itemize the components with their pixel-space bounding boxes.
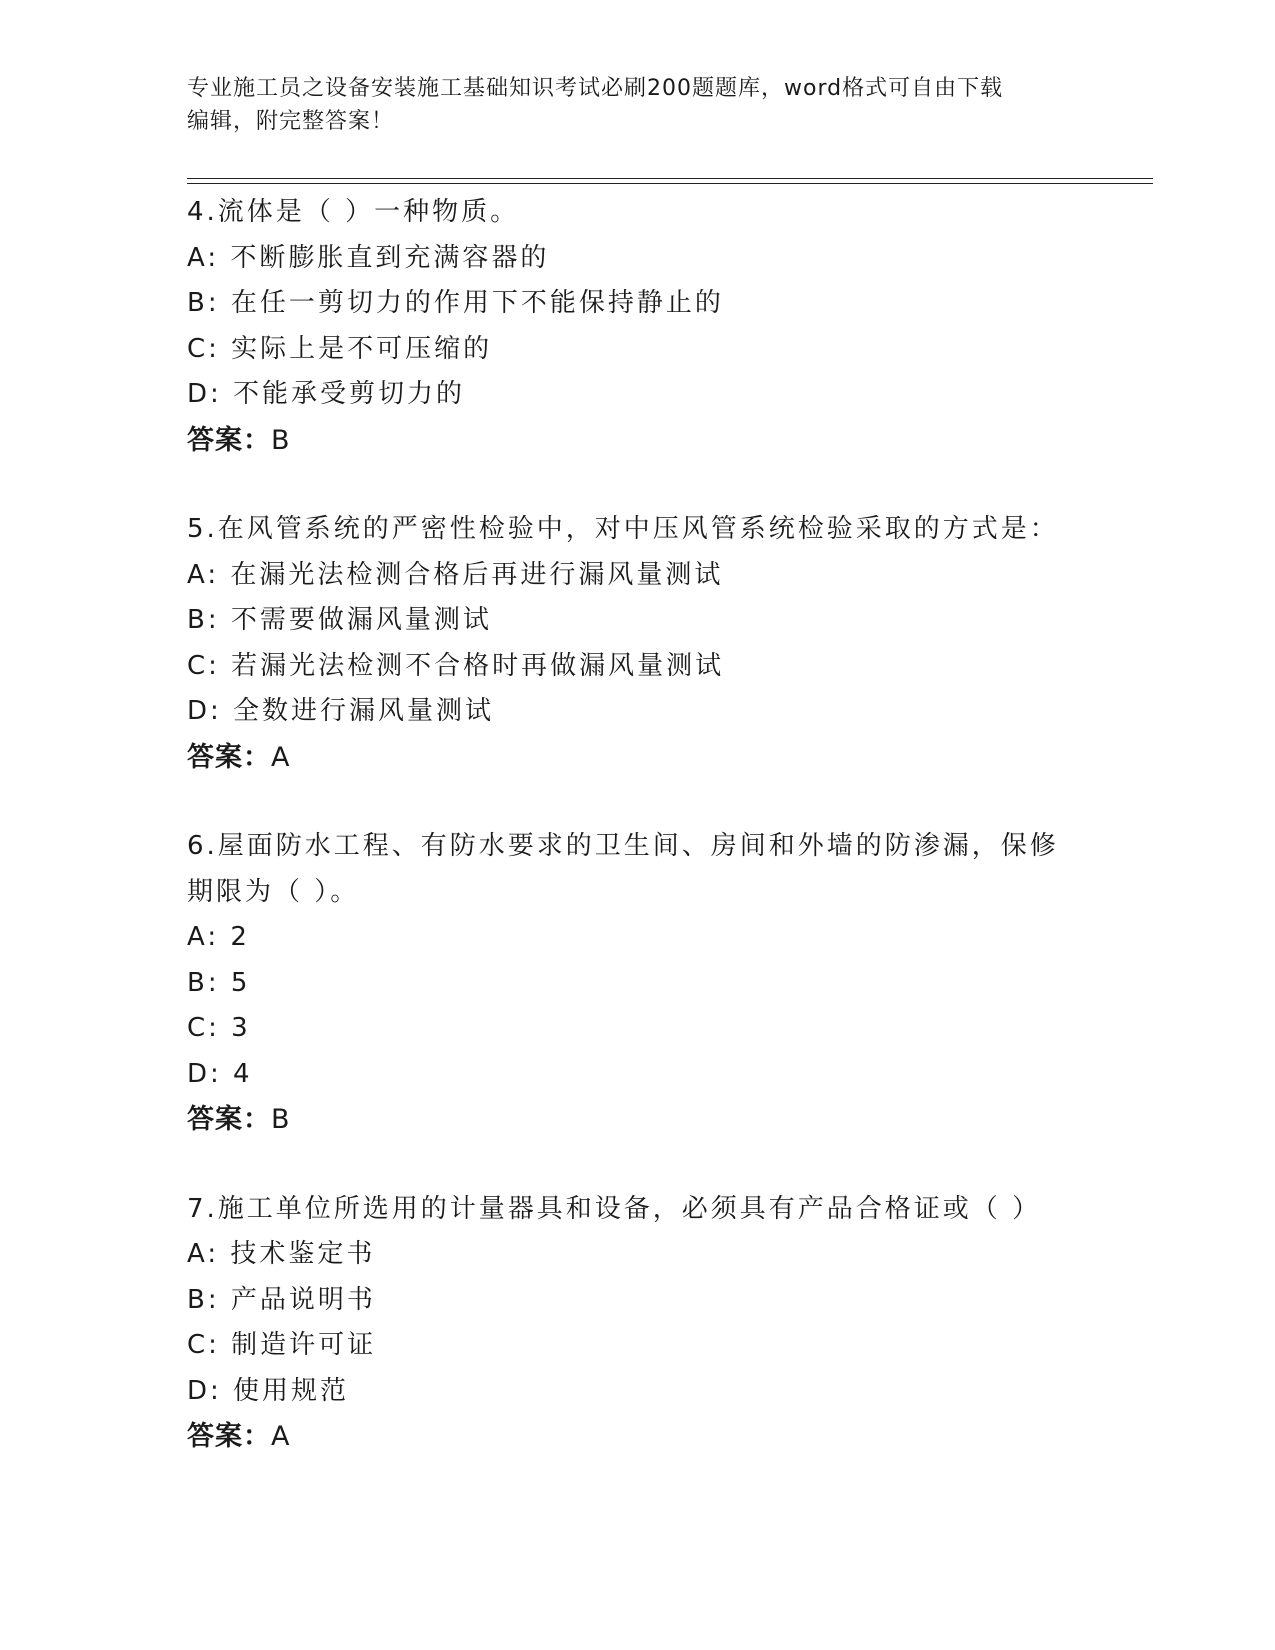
- question-stem: 4.流体是（ ）一种物质。: [187, 197, 520, 227]
- answer-line: [187, 1097, 1107, 1143]
- option-d: D: 使用规范: [187, 1375, 350, 1406]
- header-line-2: 编辑，附完整答案！: [187, 109, 395, 134]
- option-a: A: 在漏光法检测合格后再进行漏风量测试: [187, 559, 724, 590]
- option-c: C: 制造许可证: [187, 1330, 377, 1360]
- header-divider-top: [187, 178, 1153, 179]
- option-d: D: 全数进行漏风量测试: [187, 696, 495, 726]
- question-stem: 7.施工单位所选用的计量器具和设备，必须具有产品合格证或（ ）: [187, 1193, 1042, 1224]
- question-5: [187, 507, 1107, 780]
- answer-value: B: [271, 424, 291, 456]
- header-line-1: 专业施工员之设备安装施工基础知识考试必刷200题题库，word格式可自由下载: [187, 76, 1004, 101]
- option-c: C: 若漏光法检测不合格时再做漏风量测试: [187, 650, 725, 681]
- option-b: B: 产品说明书: [187, 1284, 376, 1315]
- question-7: [187, 1187, 1107, 1460]
- option-c: C: 3: [187, 1013, 251, 1043]
- answer-label: 答案：: [187, 741, 271, 773]
- question-4: [187, 190, 1107, 463]
- option-a: A: 2: [187, 922, 250, 952]
- question-stem: 5.在风管系统的严密性检验中，对中压风管系统检验采取的方式是：: [187, 514, 1059, 544]
- header-divider-bottom: [187, 183, 1153, 184]
- answer-line: [187, 418, 1107, 464]
- option-d: D: 不能承受剪切力的: [187, 379, 466, 409]
- answer-value: A: [271, 741, 291, 773]
- option-c: C: 实际上是不可压缩的: [187, 333, 493, 364]
- answer-value: B: [271, 1104, 291, 1135]
- question-stem: 6.屋面防水工程、有防水要求的卫生间、房间和外墙的防渗漏，保修期限为（ ）。: [187, 831, 1059, 907]
- answer-line: [187, 1414, 1107, 1460]
- option-d: D: 4: [187, 1058, 253, 1089]
- answer-label: 答案：: [187, 1421, 271, 1452]
- option-a: A: 技术鉴定书: [187, 1239, 376, 1269]
- answer-label: 答案：: [187, 424, 271, 456]
- answer-label: 答案：: [187, 1104, 271, 1135]
- option-a: A: 不断膨胀直到充满容器的: [187, 242, 550, 273]
- answer-line: [187, 735, 1107, 781]
- answer-value: A: [271, 1421, 291, 1452]
- option-b: B: 在任一剪切力的作用下不能保持静止的: [187, 288, 724, 318]
- question-6: [187, 824, 1107, 1143]
- option-b: B: 5: [187, 967, 251, 998]
- document-header: [187, 72, 1067, 138]
- option-b: B: 不需要做漏风量测试: [187, 605, 492, 635]
- question-list: [187, 190, 1107, 1504]
